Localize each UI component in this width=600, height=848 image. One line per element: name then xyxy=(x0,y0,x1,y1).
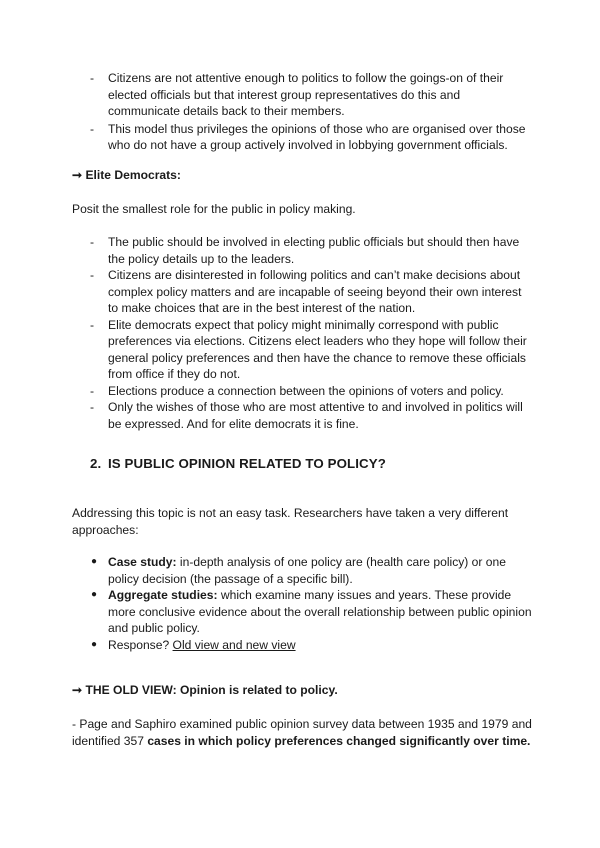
list-item xyxy=(0,121,600,154)
elite-democrats-intro: Posit the smallest role for the public in policy making. xyxy=(72,202,356,216)
bullet-marker: ● xyxy=(91,556,98,567)
old-view-heading: ➞ THE OLD VIEW: Opinion is related to policy. xyxy=(72,683,338,697)
elite-democrats-heading: ➞ Elite Democrats: xyxy=(72,168,181,182)
pluralist-details-list xyxy=(0,70,600,154)
section-number: 2. xyxy=(90,456,102,471)
section-title: IS PUBLIC OPINION RELATED TO POLICY? xyxy=(108,456,386,471)
list-item-text: The public should be involved in electing public officials but should then have the policy details up to the leaders. xyxy=(108,235,520,266)
approaches-list xyxy=(0,554,600,653)
list-item-text: Elections produce a connection between the opinions of voters and policy. xyxy=(108,383,504,398)
bullet-marker: ● xyxy=(91,589,98,600)
bullet-text: which examine many issues and years. These provide more conclusive evidence about the overall relationship between public opinion and public policy. xyxy=(108,588,532,635)
dash-marker: - xyxy=(90,71,95,85)
bullet-marker: ● xyxy=(91,638,98,650)
list-item-text: Citizens are disinterested in following politics and can’t make decisions about complex policy matters and are incapable of seeing beyond their own interest to make choices that are in the best interest of the nation. xyxy=(108,268,522,315)
list-item-text: Elite democrats expect that policy might minimally correspond with public preferences via elections. Citizens elect leaders who they hope will follow their general policy preferences and then have the chance to remove these officials from office if they do not. xyxy=(108,317,527,381)
list-item xyxy=(0,267,600,317)
list-item xyxy=(0,554,600,587)
old-view-bold-text: cases in which policy preferences changed significantly over time. xyxy=(147,733,531,748)
list-item-text: Only the wishes of those who are most attentive to and involved in politics will be expressed. And for elite democrats it is fine. xyxy=(108,400,523,431)
list-item xyxy=(0,587,600,637)
dash-marker: - xyxy=(90,268,95,282)
dash-marker: - xyxy=(90,383,95,398)
elite-democrats-list xyxy=(0,234,600,432)
dash-marker: - xyxy=(90,235,95,249)
list-item xyxy=(0,317,600,383)
list-item xyxy=(0,637,600,654)
dash-marker: - xyxy=(90,317,95,332)
old-view-paragraph xyxy=(72,716,534,749)
list-item xyxy=(0,70,600,120)
old-new-view-link[interactable]: Old view and new view xyxy=(172,637,296,652)
old-view-text: - Page and Saphiro examined public opinion survey data between 1935 and 1979 and identified 357 xyxy=(72,717,532,748)
list-item-text: Citizens are not attentive enough to politics to follow the goings-on of their elected officials but that interest group representatives do this and communicate details back to their members. xyxy=(108,71,504,118)
bullet-text: Response? xyxy=(108,637,173,652)
bullet-label: Aggregate studies: xyxy=(108,588,218,602)
dash-marker: - xyxy=(90,400,95,414)
list-item-text: This model thus privileges the opinions of those who are organised over those who do not have a group actively involved in lobbying government officials. xyxy=(108,121,526,152)
bullet-label: Case study: xyxy=(108,555,177,569)
list-item xyxy=(0,383,600,400)
bullet-text: in-depth analysis of one policy are (health care policy) or one policy decision (the passage of a specific bill). xyxy=(108,555,506,586)
dash-marker: - xyxy=(90,121,95,136)
list-item xyxy=(0,399,600,432)
list-item xyxy=(0,234,600,267)
section-2-heading xyxy=(90,456,386,471)
section-2-intro: Addressing this topic is not an easy task. Researchers have taken a very different approaches: xyxy=(72,506,509,537)
